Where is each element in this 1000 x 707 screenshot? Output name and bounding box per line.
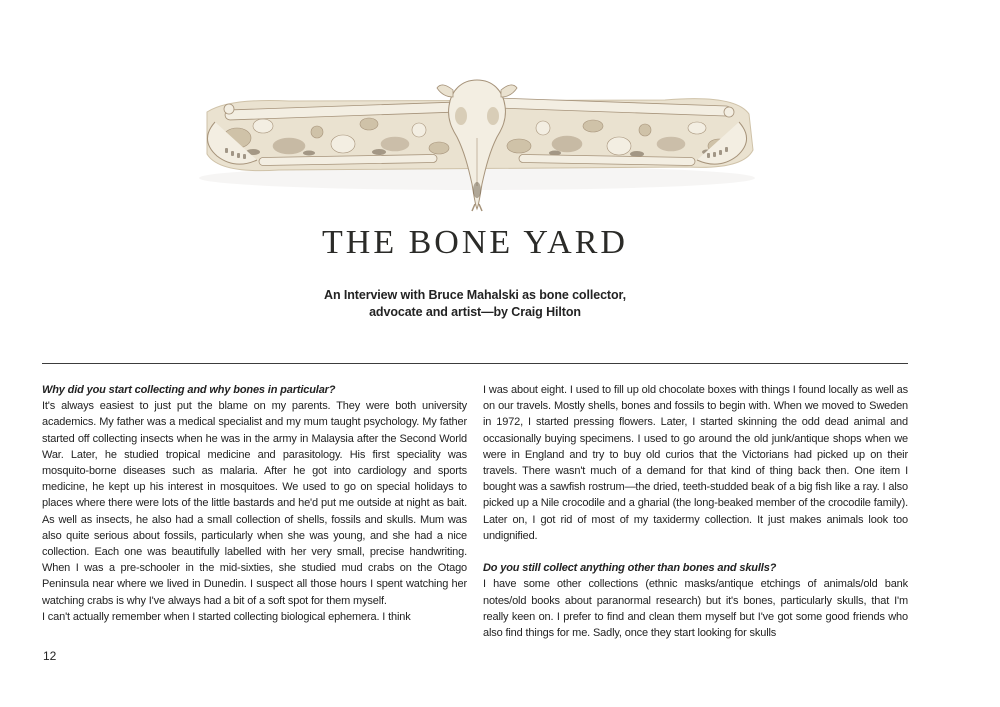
article-subtitle-line1: An Interview with Bruce Mahalski as bone collector, — [324, 288, 626, 302]
article-body — [42, 382, 908, 641]
article-subtitle-line2: advocate and artist—by Craig Hilton — [369, 305, 581, 319]
section-divider — [42, 363, 908, 364]
interview-question-2: Do you still collect anything other than bones and skulls? — [483, 562, 777, 575]
answer-paragraph: I can't actually remember when I started collecting biological ephemera. I think — [42, 610, 411, 623]
answer-paragraph: I was about eight. I used to fill up old chocolate boxes with things I found locally as well as on our travels. Mostly shells, bones and fossils to begin with. When we moved to Sweden in 1972, I started pressing flowers. Later, I started skinning the odd dead animal and occasionally buying specimens. I used to go around the old junk/antique shops when we were in England and try to buy old curios that the Victorians had picked up on their travels. There wasn't much of a demand for that kind of thing back then. One item I bought was a sawfish rostrum—the dried, teeth-studded beak of a big fish like a ray. I also picked up a Nile crocodile and a gharial (the long-beaked member of the crocodile family). Later on, I got rid of most of my taxidermy collection. It just makes animals look too undignified. — [483, 384, 908, 542]
interview-question-1: Why did you start collecting and why bones in particular? — [42, 384, 336, 396]
right-column — [483, 382, 908, 641]
article-subtitle — [42, 287, 908, 321]
answer-paragraph: I have some other collections (ethnic masks/antique etchings of animals/old bank notes/old books about paranormal research) but it's bones, particularly skulls, that I'm really keen on. I prefer to find and clean them myself but I've got some good friends who also find things for me. Sadly, once they start looking for skulls — [483, 578, 908, 640]
answer-paragraph: It's always easiest to just put the blame on my parents. They were both university academics. My father was a medical specialist and my mum taught psychology. My father started off collecting insects when he was in the army in Malaysia after the Second World War. Later, he studied tropical medicine and parasitology. His first speciality was mosquito-borne diseases such as malaria. After he got into cardiology and sports medicine, he kept up his interest in mosquitoes. We used to go on special holidays to places where there were lots of the little bastards and he'd put me outside at night as bait. As well as insects, he also had a small collection of shells, fossils and skulls. Mum was also quite serious about fossils, particularly when she was young, and she had a nice collection. Each one was beautifully labelled with her very small, precise handwriting. When I was a pre-schooler in the mid-sixties, she studied mud crabs on the Otago Peninsula near where we lived in Dunedin. I suspect all those hours I spent watching her watching crabs is why I've always had a bit of a soft spot for them myself. — [42, 400, 467, 607]
bone-sculpture-graphic — [167, 58, 787, 212]
page-number: 12 — [43, 649, 57, 663]
left-column — [42, 382, 467, 641]
article-title: THE BONE YARD — [322, 224, 628, 261]
bone-sculpture-image — [167, 58, 787, 212]
